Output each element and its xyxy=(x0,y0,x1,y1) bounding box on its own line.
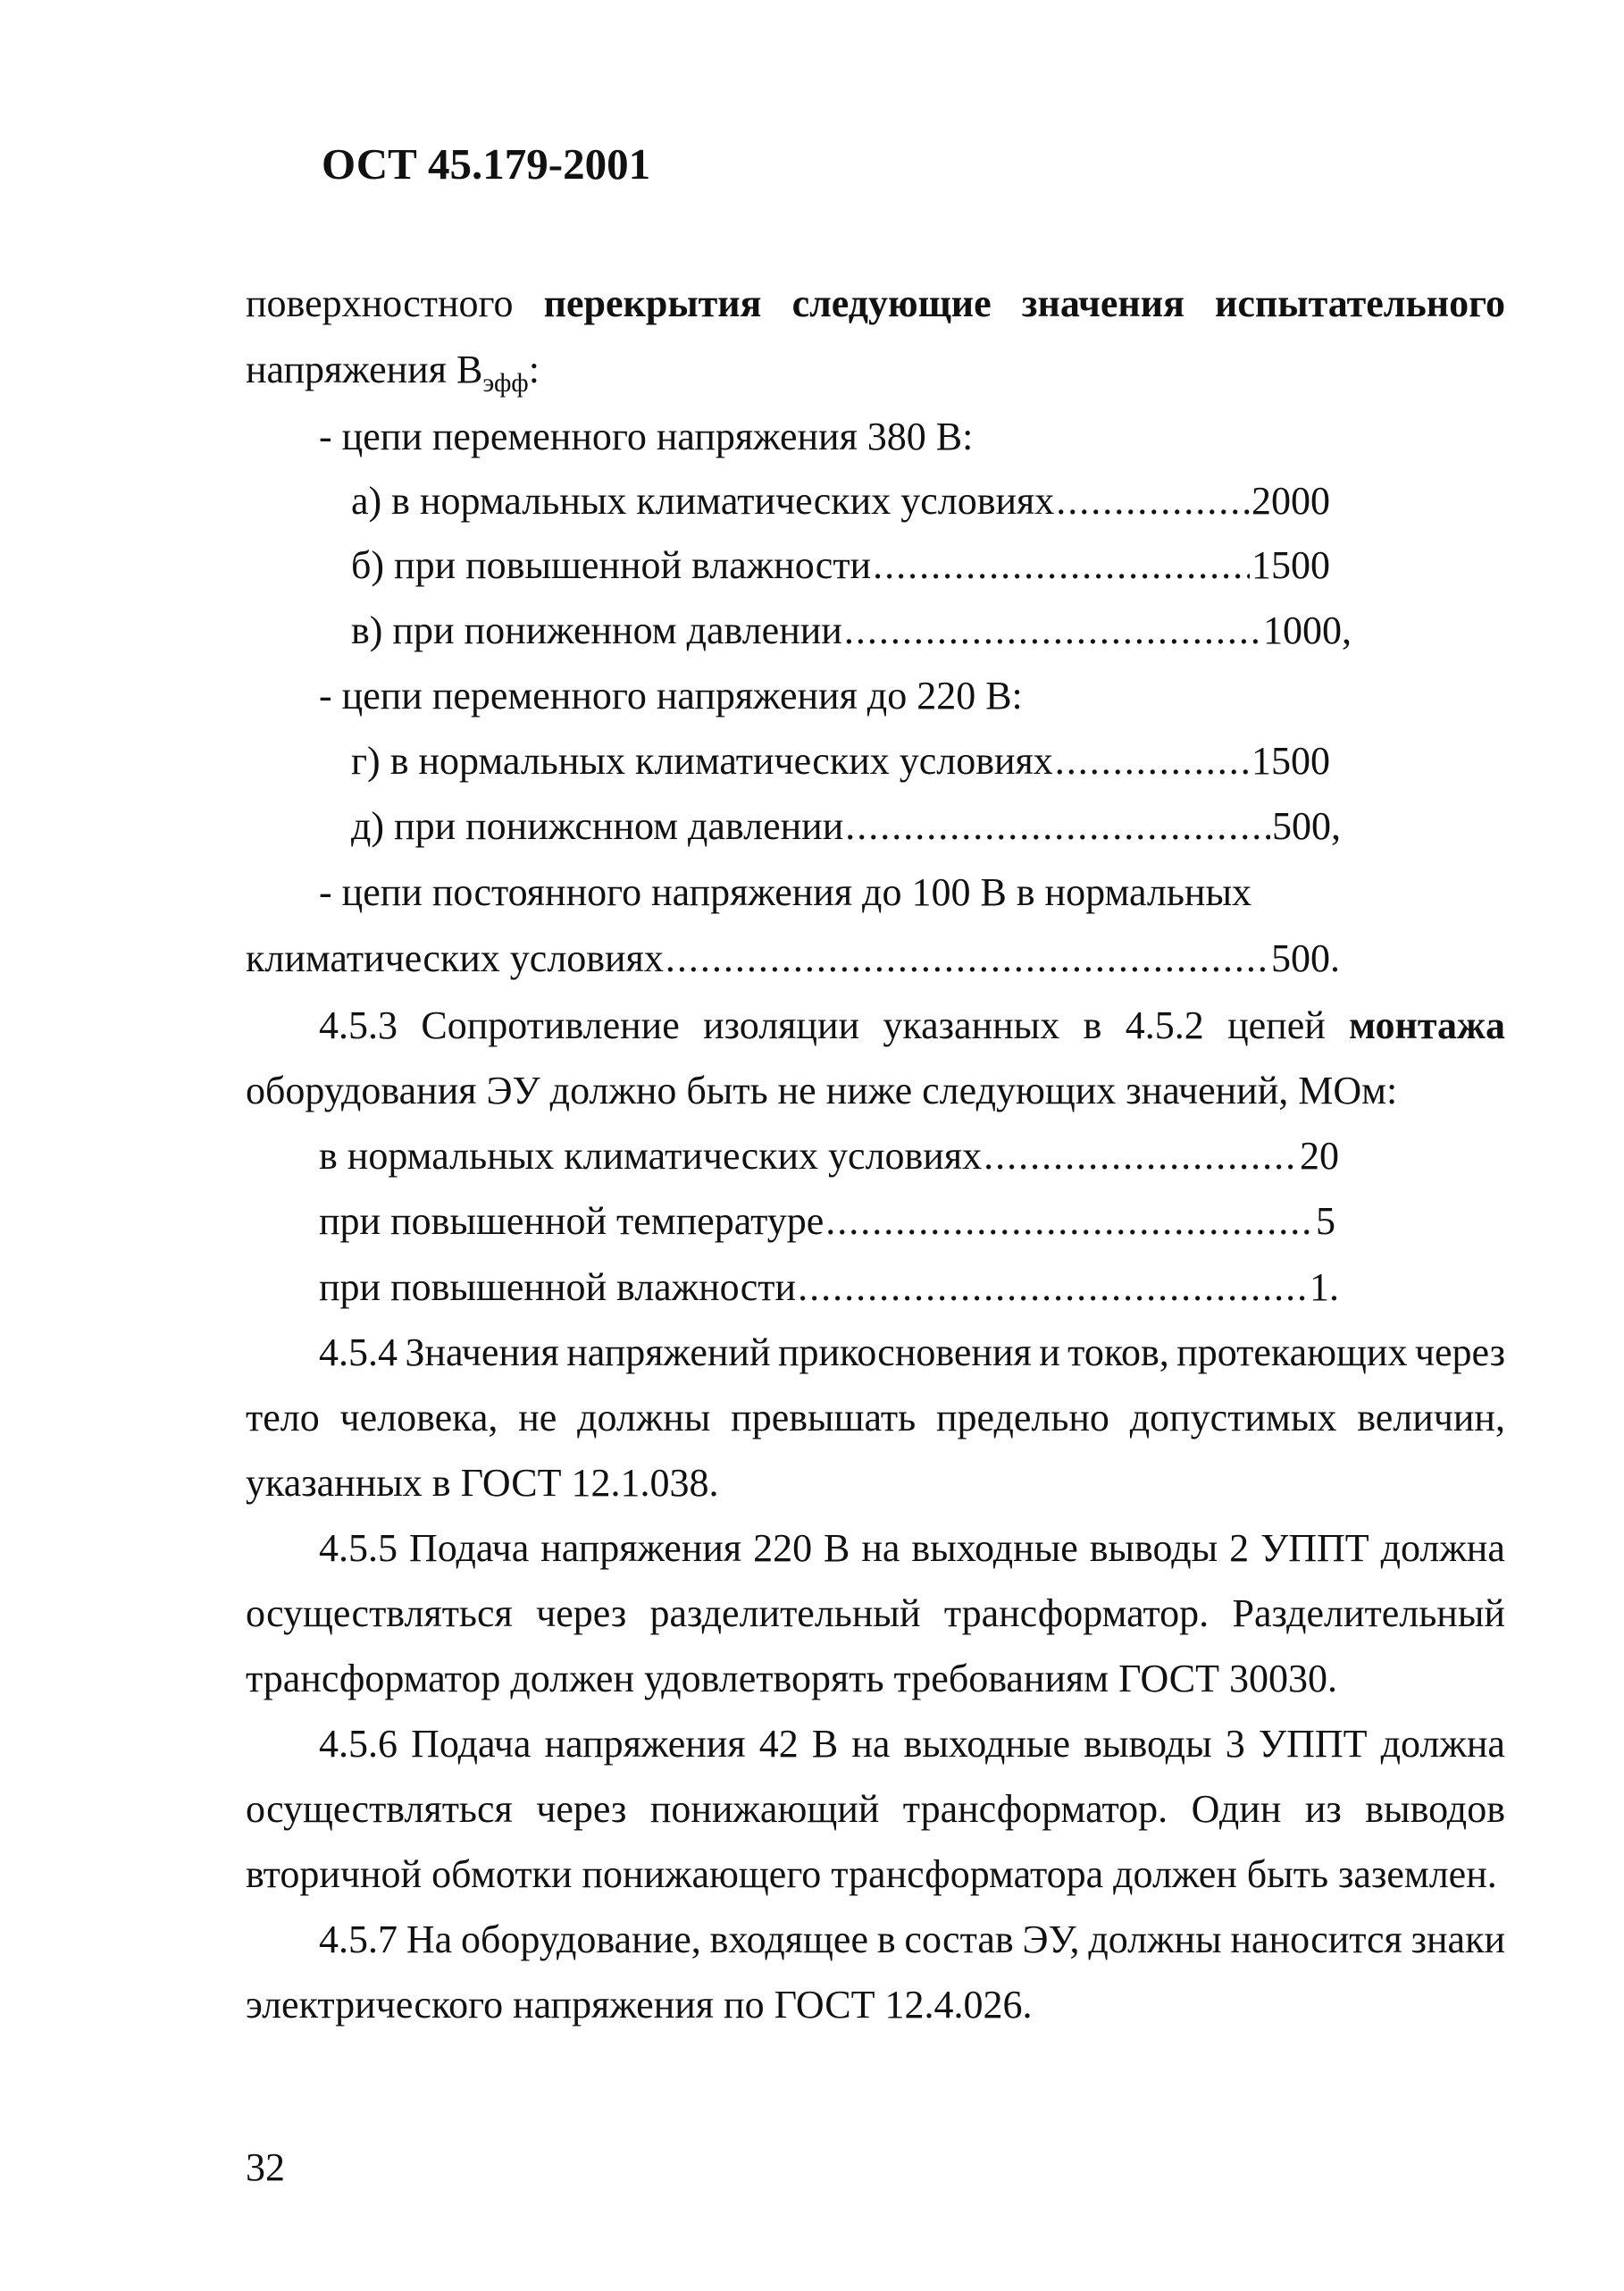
word: превышать xyxy=(731,1396,917,1439)
paragraph-line: указанных в ГОСТ 12.1.038. xyxy=(246,1461,719,1505)
word: перекрытия xyxy=(543,281,762,325)
word: должны xyxy=(1088,1918,1222,1961)
leader-row xyxy=(351,608,1352,652)
leader-row xyxy=(351,804,1341,848)
word: тело xyxy=(246,1396,320,1439)
dot-leader xyxy=(666,939,1269,978)
leader-label: в нормальных климатических условиях xyxy=(319,1134,983,1178)
word: токов, xyxy=(1067,1330,1169,1374)
word: следующие xyxy=(791,281,992,325)
leader-row xyxy=(246,936,1340,980)
leader-value: 1500 xyxy=(1251,543,1330,587)
paragraph-line xyxy=(319,1526,1505,1570)
word: 4.5.3 xyxy=(319,1003,398,1047)
word: Один xyxy=(1191,1787,1282,1831)
leader-value: 5 xyxy=(1316,1199,1335,1243)
page-number: 32 xyxy=(246,2145,285,2189)
word: и xyxy=(1039,1330,1060,1374)
word: через xyxy=(1414,1330,1505,1374)
dot-leader xyxy=(873,546,1250,585)
word: напряжения xyxy=(544,1722,746,1766)
dot-leader xyxy=(845,807,1270,846)
word: трансформатор. xyxy=(902,1787,1168,1831)
word: поверхностного xyxy=(246,281,514,325)
word: 3 xyxy=(1225,1722,1245,1766)
leader-label: д) при понижснном давлении xyxy=(351,804,844,848)
leader-row xyxy=(319,1199,1335,1243)
word: состав xyxy=(904,1918,1014,1961)
word: осуществляться xyxy=(246,1591,513,1635)
word: не xyxy=(518,1396,557,1439)
word: допустимых xyxy=(1129,1396,1337,1439)
word: через xyxy=(536,1591,627,1635)
leader-label: в) при пониженном давлении xyxy=(351,608,842,652)
leader-row xyxy=(351,479,1330,523)
word: Сопротивление xyxy=(421,1003,680,1047)
word: должна xyxy=(1380,1526,1505,1570)
word: наносится xyxy=(1230,1918,1402,1961)
leader-value: 1000, xyxy=(1263,608,1352,652)
word: человека, xyxy=(339,1396,498,1439)
leader-label: б) при повышенной влажности xyxy=(351,543,872,587)
word: из xyxy=(1304,1787,1342,1831)
word: в xyxy=(876,1918,896,1961)
document-code-header: ОСТ 45.179-2001 xyxy=(322,139,651,189)
paragraph-line xyxy=(246,281,1505,325)
word: 4.5.2 xyxy=(1125,1003,1204,1047)
dot-leader xyxy=(984,1137,1298,1176)
paragraph-line xyxy=(246,1591,1505,1635)
leader-value: 500, xyxy=(1272,804,1341,848)
leader-value: 500. xyxy=(1271,936,1340,980)
word: выходные xyxy=(903,1722,1070,1766)
word: в xyxy=(1083,1003,1102,1047)
word: испытательного xyxy=(1215,281,1505,325)
dot-leader xyxy=(798,1268,1308,1307)
word: осуществляться xyxy=(246,1787,513,1831)
word: величин, xyxy=(1357,1396,1505,1439)
paragraph-line: оборудования ЭУ должно быть не ниже следующих значений, МОм: xyxy=(246,1069,1398,1112)
leader-value: 1500 xyxy=(1251,739,1330,783)
leader-value: 2000 xyxy=(1251,479,1330,523)
dot-leader xyxy=(1056,482,1250,521)
word: указанных xyxy=(883,1003,1060,1047)
word: В xyxy=(811,1722,839,1766)
word: 4.5.7 xyxy=(319,1918,398,1961)
word: Разделительный xyxy=(1232,1591,1505,1635)
word: выводов xyxy=(1365,1787,1505,1831)
word: на xyxy=(851,1722,891,1766)
paragraph-line: вторичной обмотки понижающего трансформатора должен быть заземлен. xyxy=(246,1852,1497,1896)
leader-label: а) в нормальных климатических условиях xyxy=(351,479,1055,523)
paragraph-line xyxy=(319,1003,1505,1047)
word: предельно xyxy=(935,1396,1109,1439)
word: монтажа xyxy=(1349,1003,1505,1047)
paragraph-line xyxy=(246,1398,1505,1438)
paragraph-line xyxy=(246,1787,1505,1831)
paragraph-line xyxy=(319,1330,1505,1374)
leader-value: 1. xyxy=(1310,1265,1339,1309)
ac380-heading: - цепи переменного напряжения 380 В: xyxy=(319,415,974,458)
word: понижающий xyxy=(649,1787,880,1831)
leader-label: климатических условиях xyxy=(246,936,664,980)
word: напряжений xyxy=(566,1330,771,1374)
paragraph-line xyxy=(246,350,540,397)
word: входящее xyxy=(709,1918,868,1961)
paragraph-line: трансформатор должен удовлетворять требованиям ГОСТ 30030. xyxy=(246,1657,1337,1700)
word: Подача xyxy=(408,1526,530,1570)
word: через xyxy=(536,1787,627,1831)
word: На xyxy=(406,1918,453,1961)
word: протекающих xyxy=(1176,1330,1408,1374)
dc100-heading: - цепи постоянного напряжения до 100 В в нормальных xyxy=(319,870,1252,914)
word: должны xyxy=(577,1396,711,1439)
paragraph-line xyxy=(319,1722,1505,1766)
colon: : xyxy=(528,348,540,391)
word: знаки xyxy=(1411,1918,1505,1961)
word: В xyxy=(824,1526,850,1570)
leader-label: при повышенной влажности xyxy=(319,1265,797,1309)
word: должна xyxy=(1380,1722,1505,1766)
word: выводы xyxy=(1089,1526,1218,1570)
word: 220 xyxy=(753,1526,813,1570)
leader-value: 20 xyxy=(1300,1134,1339,1178)
word: напряжения xyxy=(540,1526,742,1570)
word: 4.5.4 xyxy=(319,1330,398,1374)
word: 4.5.6 xyxy=(319,1722,398,1766)
word: значения xyxy=(1021,281,1185,325)
word: разделительный xyxy=(649,1591,921,1635)
word: УППТ xyxy=(1258,1722,1368,1766)
leader-row xyxy=(319,1265,1339,1309)
word: трансформатор. xyxy=(943,1591,1210,1635)
word: 2 xyxy=(1229,1526,1250,1570)
leader-row xyxy=(351,739,1330,783)
ac220-heading: - цепи переменного напряжения до 220 В: xyxy=(319,674,1023,718)
word: выводы xyxy=(1084,1722,1212,1766)
dot-leader xyxy=(844,611,1261,650)
leader-row xyxy=(319,1134,1339,1178)
word: 4.5.5 xyxy=(319,1526,398,1570)
paragraph-line: электрического напряжения по ГОСТ 12.4.026. xyxy=(246,1983,1033,2027)
paragraph-line xyxy=(319,1920,1505,1960)
leader-label: г) в нормальных климатических условиях xyxy=(351,739,1053,783)
dot-leader xyxy=(1055,742,1250,781)
word: ЭУ, xyxy=(1022,1918,1080,1961)
voltage-subscript: эфф xyxy=(482,367,529,398)
word: 42 xyxy=(758,1722,799,1766)
leader-label: при повышенной температуре xyxy=(319,1199,825,1243)
word: цепей xyxy=(1227,1003,1326,1047)
word: Подача xyxy=(411,1722,532,1766)
word: оборудование, xyxy=(460,1918,701,1961)
word: на xyxy=(861,1526,900,1570)
leader-row xyxy=(351,543,1330,587)
word: Значения xyxy=(405,1330,559,1374)
word: прикосновения xyxy=(777,1330,1032,1374)
word: изоляции xyxy=(703,1003,860,1047)
voltage-label: напряжения В xyxy=(246,348,483,391)
dot-leader xyxy=(825,1202,1314,1241)
word: УППТ xyxy=(1260,1526,1369,1570)
word: выходные xyxy=(911,1526,1078,1570)
